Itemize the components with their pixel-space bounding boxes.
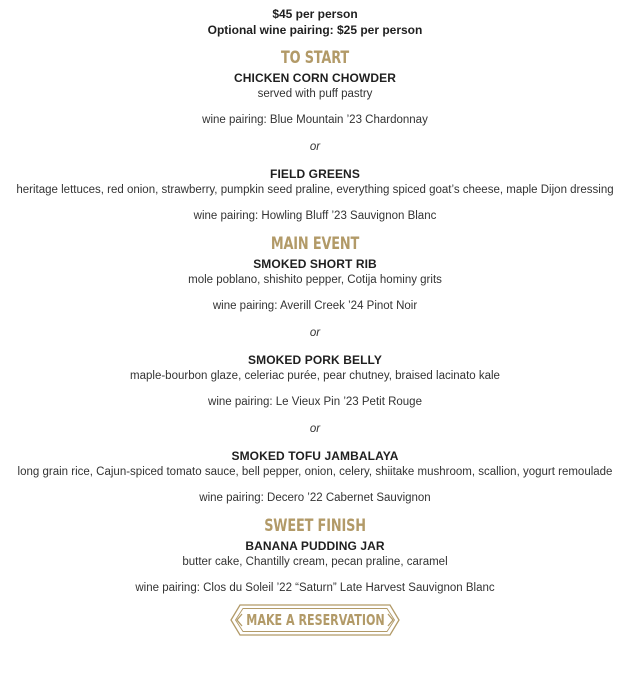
dish-description: mole poblano, shishito pepper, Cotija hominy grits	[188, 274, 442, 286]
or-separator: or	[309, 141, 321, 153]
make-reservation-label: MAKE A RESERVATION	[245, 611, 385, 629]
dish-description: maple-bourbon glaze, celeriac purée, pear chutney, braised lacinato kale	[130, 370, 500, 382]
dish-smoked-short-rib	[0, 256, 630, 314]
dish-description: long grain rice, Cajun-spiced tomato sauce, bell pepper, onion, celery, shiitake mushroom, scallion, yogurt remoulade	[17, 466, 613, 478]
wine-pairing: wine pairing: Clos du Soleil ’22 “Saturn” Late Harvest Sauvignon Blanc	[135, 582, 495, 594]
dish-description: heritage lettuces, red onion, strawberry, pumpkin seed praline, everything spiced goat’s cheese, maple Dijon dressing	[16, 184, 614, 196]
dish-name: SMOKED SHORT RIB	[253, 257, 377, 271]
dish-smoked-tofu-jambalaya	[0, 448, 630, 506]
dish-description: butter cake, Chantilly cream, pecan praline, caramel	[182, 556, 448, 568]
dish-smoked-pork-belly	[0, 352, 630, 410]
wine-pairing-price: Optional wine pairing: $25 per person	[207, 23, 423, 37]
dish-chicken-corn-chowder	[0, 70, 630, 128]
wine-pairing: wine pairing: Decero ’22 Cabernet Sauvignon	[199, 492, 431, 504]
section-title-sweet-finish: SWEET FINISH	[264, 516, 366, 535]
dish-description: served with puff pastry	[257, 88, 373, 100]
dish-name: SMOKED TOFU JAMBALAYA	[231, 449, 399, 463]
wine-pairing: wine pairing: Howling Bluff ’23 Sauvignon Blanc	[193, 210, 437, 222]
make-reservation-button[interactable]	[230, 604, 400, 636]
or-separator: or	[309, 327, 321, 339]
section-title-to-start: TO START	[280, 48, 350, 67]
dish-name: BANANA PUDDING JAR	[245, 539, 385, 553]
dish-name: CHICKEN CORN CHOWDER	[234, 71, 396, 85]
section-title-main-event: MAIN EVENT	[270, 234, 360, 253]
wine-pairing: wine pairing: Averill Creek ’24 Pinot Noir	[212, 300, 418, 312]
or-separator: or	[309, 423, 321, 435]
dish-name: SMOKED PORK BELLY	[248, 353, 382, 367]
wine-pairing: wine pairing: Le Vieux Pin ’23 Petit Rouge	[208, 396, 422, 408]
dish-name: FIELD GREENS	[270, 167, 360, 181]
wine-pairing: wine pairing: Blue Mountain ’23 Chardonnay	[202, 114, 428, 126]
dish-banana-pudding-jar	[0, 538, 630, 596]
reservation-wrapper	[0, 604, 630, 636]
dish-field-greens	[0, 166, 630, 224]
price-per-person: $45 per person	[272, 7, 358, 21]
